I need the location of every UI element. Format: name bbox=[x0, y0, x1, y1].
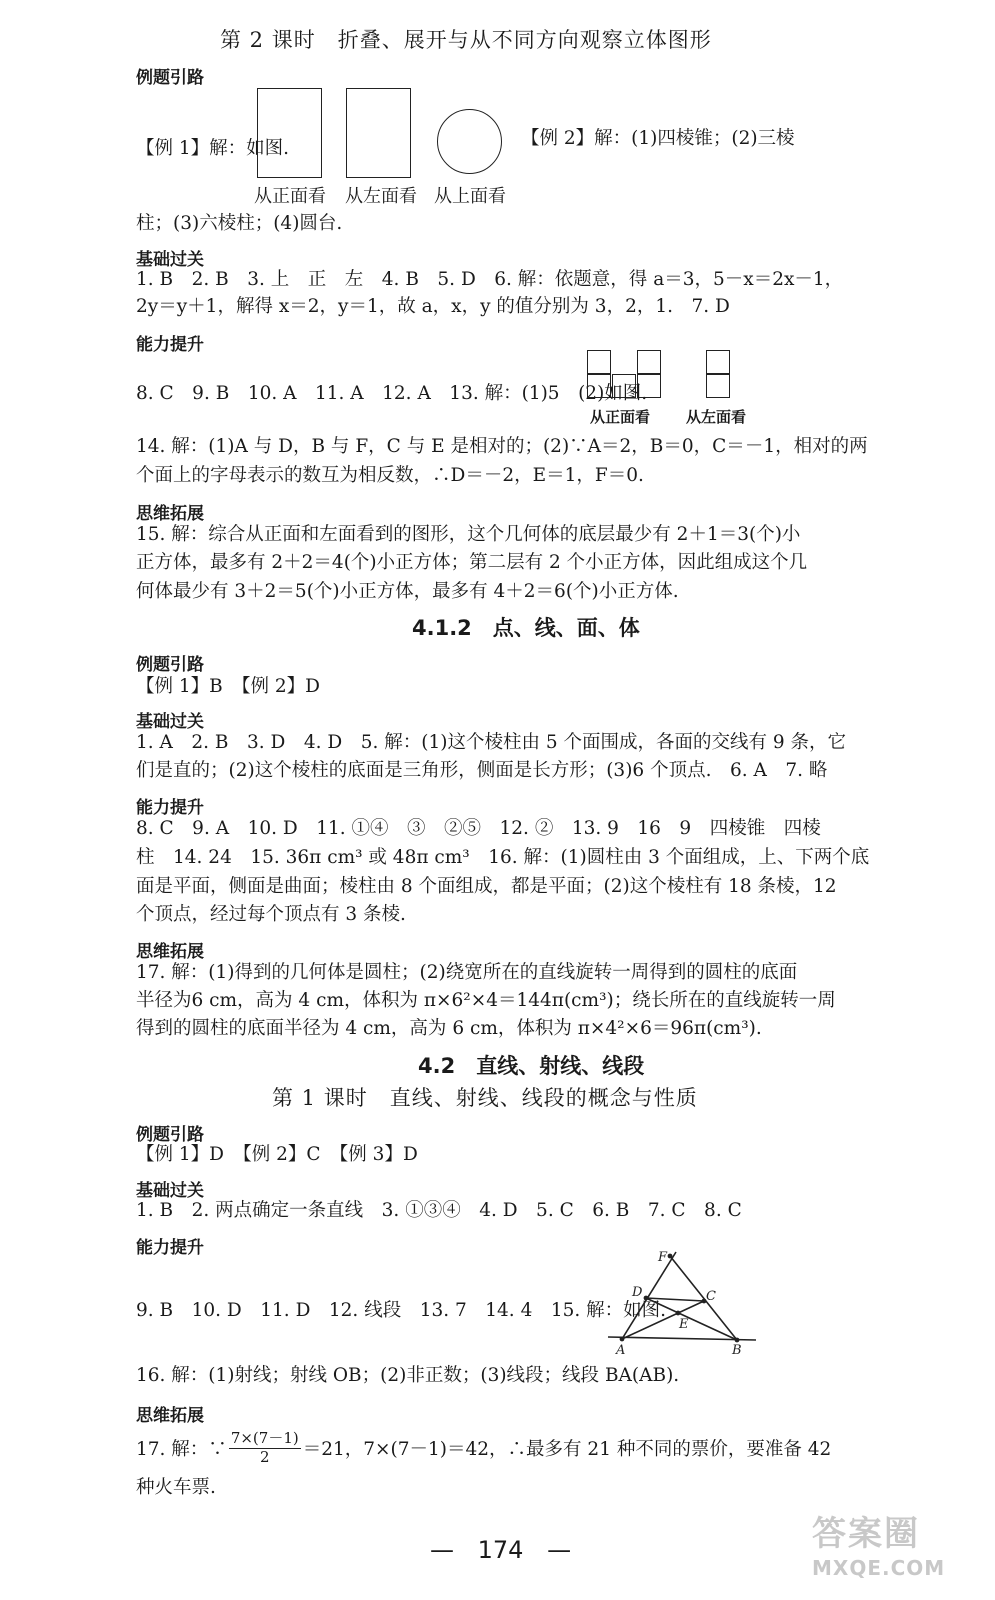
label-F: F bbox=[658, 1250, 668, 1265]
q17-prefix: 17. 解：∵ bbox=[136, 1439, 227, 1460]
example-2-text: 【例 2】解：(1)四棱锥；(2)三棱 bbox=[521, 128, 795, 149]
subheading-example: 例题引路 bbox=[136, 1125, 204, 1145]
point-B bbox=[735, 1338, 740, 1343]
q14-line-1: 14. 解：(1)A 与 D，B 与 F，C 与 E 是相对的；(2)∵A＝2，B＝0，C＝－1，相对的两 bbox=[136, 436, 868, 457]
watermark-logo: 答案圈 bbox=[812, 1514, 920, 1554]
q17-line-1 bbox=[136, 1428, 831, 1468]
subheading-example: 例题引路 bbox=[136, 655, 204, 675]
basic-line-2: 2y＝y＋1，解得 x＝2，y＝1，故 a，x，y 的值分别为 3，2，1. 7. D bbox=[136, 296, 730, 317]
q17-line-3: 得到的圆柱的底面半径为 4 cm，高为 6 cm，体积为 π×4²×6＝96π(cm³). bbox=[136, 1018, 762, 1039]
point-F bbox=[668, 1254, 673, 1259]
label-E: E bbox=[679, 1317, 689, 1332]
subheading-think: 思维拓展 bbox=[136, 1406, 204, 1426]
basic-line-1: 1. A 2. B 3. D 4. D 5. 解：(1)这个棱柱由 5 个面围成，各面的交线有 9 条，它 bbox=[136, 732, 847, 753]
left-view-rectangle bbox=[346, 88, 411, 178]
basic-line-2: 们是直的；(2)这个棱柱的底面是三角形，侧面是长方形；(3)6 个顶点. 6. A 7. 略 bbox=[136, 760, 828, 781]
fraction-denominator: 2 bbox=[259, 1447, 270, 1466]
lesson-title: 第 2 课时 折叠、展开与从不同方向观察立体图形 bbox=[220, 28, 712, 52]
line-DB bbox=[646, 1298, 737, 1340]
fraction-numerator: 7×(7－1) bbox=[230, 1429, 299, 1448]
lesson-title: 第 1 课时 直线、射线、线段的概念与性质 bbox=[272, 1086, 698, 1110]
q16-line-1: 16. 解：(1)射线；射线 OB；(2)非正数；(3)线段；线段 BA(AB). bbox=[136, 1365, 680, 1386]
example-1-text: 【例 1】解：如图. bbox=[136, 138, 290, 159]
subheading-think: 思维拓展 bbox=[136, 942, 204, 962]
ability-line-3: 面是平面，侧面是曲面；棱柱由 8 个面组成，都是平面；(2)这个棱柱有 18 条棱，12 bbox=[136, 876, 837, 897]
subheading-think: 思维拓展 bbox=[136, 504, 204, 524]
example-2-continued: 柱；(3)六棱柱；(4)圆台. bbox=[136, 213, 343, 234]
geometry-figure bbox=[600, 1248, 770, 1358]
ability-line-4: 个顶点，经过每个顶点有 3 条棱. bbox=[136, 904, 406, 925]
front-view-rectangle bbox=[257, 88, 322, 178]
top-view-circle bbox=[437, 109, 502, 174]
section-title-4-1-2: 4.1.2 点、线、面、体 bbox=[412, 616, 640, 640]
footer-dash-left: — bbox=[430, 1536, 454, 1564]
q14-line-2: 个面上的字母表示的数互为相反数，∴D＝－2，E＝1，F＝0. bbox=[136, 465, 644, 486]
fig2-caption-left: 从左面看 bbox=[686, 408, 747, 426]
footer-dash-right: — bbox=[547, 1536, 572, 1564]
q15-line-2: 正方体，最多有 2＋2＝4(个)小正方体；第二层有 2 个小正方体，因此组成这个几 bbox=[136, 552, 808, 573]
q17-line-2: 种火车票. bbox=[136, 1477, 216, 1498]
subheading-basic: 基础过关 bbox=[136, 1181, 204, 1201]
basic-line-1: 1. B 2. 两点确定一条直线 3. ①③④ 4. D 5. C 6. B 7. C 8. C bbox=[136, 1200, 742, 1221]
subheading-ability: 能力提升 bbox=[136, 335, 204, 355]
ability-line-2: 柱 14. 24 15. 36π cm³ 或 48π cm³ 16. 解：(1)圆柱由 3 个面组成，上、下两个底 bbox=[136, 847, 870, 868]
fig1-caption-left: 从左面看 bbox=[345, 186, 417, 207]
q17-line-2: 半径为6 cm，高为 4 cm，体积为 π×6²×4＝144π(cm³)；绕长所在的直线旋转一周 bbox=[136, 990, 836, 1011]
fig2-caption-front: 从正面看 bbox=[590, 408, 651, 426]
point-E bbox=[676, 1311, 681, 1316]
example-answers: 【例 1】D 【例 2】C 【例 3】D bbox=[136, 1144, 418, 1165]
fig1-caption-front: 从正面看 bbox=[254, 186, 326, 207]
subheading-example: 例题引路 bbox=[136, 68, 204, 88]
subheading-ability: 能力提升 bbox=[136, 798, 204, 818]
basic-line-1: 1. B 2. B 3. 上 正 左 4. B 5. D 6. 解：依题意，得 a＝3，5－x＝2x－1， bbox=[136, 269, 844, 290]
page-number: 174 bbox=[477, 1536, 524, 1564]
label-C: C bbox=[706, 1289, 716, 1304]
example-answers: 【例 1】B 【例 2】D bbox=[136, 676, 320, 697]
fig1-caption-top: 从上面看 bbox=[434, 186, 506, 207]
ability-line-1: 8. C 9. A 10. D 11. ①④ ③ ②⑤ 12. ② 13. 9 16 9 四棱锥 四棱 bbox=[136, 818, 821, 839]
section-title-4-2: 4.2 直线、射线、线段 bbox=[418, 1054, 645, 1078]
subheading-basic: 基础过关 bbox=[136, 250, 204, 270]
page-footer bbox=[430, 1536, 571, 1564]
q17-line-1: 17. 解：(1)得到的几何体是圆柱；(2)绕宽所在的直线旋转一周得到的圆柱的底面 bbox=[136, 962, 798, 983]
q17-rest: ＝21，7×(7－1)＝42，∴最多有 21 种不同的票价，要准备 42 bbox=[302, 1439, 832, 1460]
fraction bbox=[229, 1430, 301, 1466]
label-B: B bbox=[732, 1343, 742, 1358]
point-D bbox=[644, 1296, 649, 1301]
subheading-basic: 基础过关 bbox=[136, 712, 204, 732]
label-D: D bbox=[632, 1285, 643, 1300]
ability-line-1: 8. C 9. B 10. A 11. A 12. A 13. 解：(1)5 (2)如图. bbox=[136, 383, 648, 404]
label-A: A bbox=[616, 1343, 626, 1358]
q15-line-1: 15. 解：综合从正面和左面看到的图形，这个几何体的底层最少有 2＋1＝3(个)小 bbox=[136, 524, 801, 545]
line-DC bbox=[646, 1298, 704, 1301]
q15-line-3: 何体最少有 3＋2＝5(个)小正方体，最多有 4＋2＝6(个)小正方体. bbox=[136, 581, 679, 602]
point-A bbox=[620, 1337, 625, 1342]
watermark-url: MXQE.COM bbox=[812, 1556, 946, 1580]
ability-line-1: 9. B 10. D 11. D 12. 线段 13. 7 14. 4 15. 解：如图. bbox=[136, 1300, 667, 1321]
subheading-ability: 能力提升 bbox=[136, 1238, 204, 1258]
